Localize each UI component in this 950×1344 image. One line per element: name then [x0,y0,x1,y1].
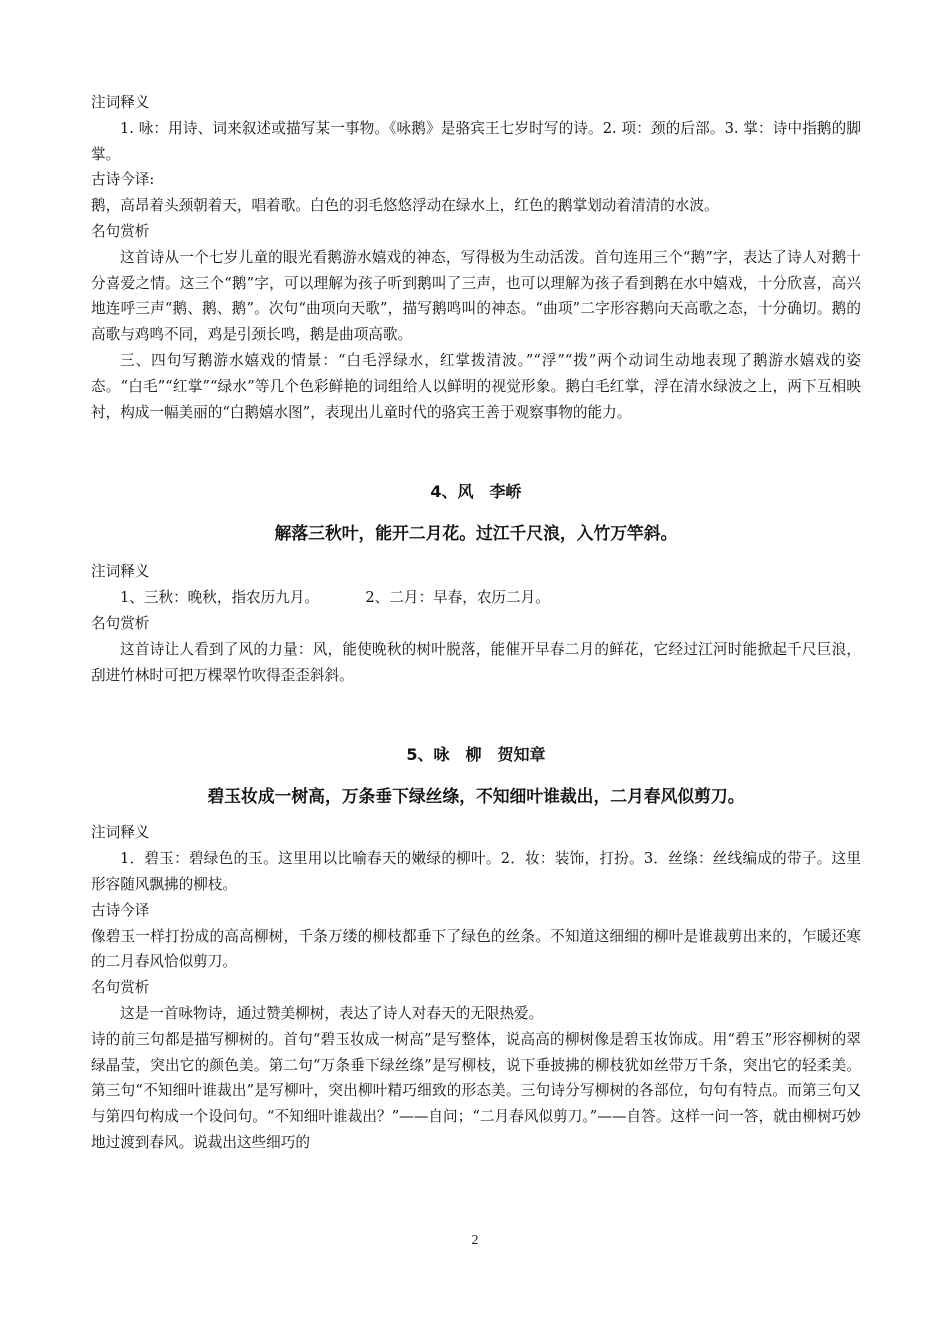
notes-text: 1、三秋：晚秋，指农历九月。 2、二月：早春，农历二月。 [120,589,550,607]
translation-label: 古诗今译 [91,901,150,919]
notes-label: 注词释义 [91,824,150,842]
notes-label: 注词释义 [91,94,150,111]
spacer [91,768,861,782]
spacer [91,547,861,559]
section-heading: 4、风 李峤 [430,482,522,502]
poem-text: 碧玉妆成一树高，万条垂下绿丝绦，不知细叶谁裁出，二月春风似剪刀。 [207,786,745,807]
appreciation-paragraph: 三、四句写鹅游水嬉戏的情景：“白毛浮绿水，红掌拨清波。”“浮”“拨”两个动词生动地表现了鹅游水嬉戏的姿态。“白毛”“红掌”“绿水”等几个色彩鲜艳的词组给人以鲜明的视觉形象。鹅白毛红掌，浮在清水绿波之上，两下互相映衬，构成一幅美丽的“白鹅嬉水图”，表现出儿童时代的骆宾王善于观察事物的能力。 [91,351,861,421]
appreciation-label: 名句赏析 [91,979,150,997]
spacer [91,425,861,479]
notes-text: 1．碧玉：碧绿色的玉。这里用以比喻春天的嫩绿的柳叶。2．妆：装饰，打扮。3．丝绦：丝线编成的带子。这里形容随风飘拂的柳枝。 [91,850,861,893]
translation-text: 像碧玉一样打扮成的高高柳树，千条万缕的柳枝都垂下了绿色的丝条。不知道这细细的柳叶是谁裁剪出来的，乍暖还寒的二月春风恰似剪刀。 [91,927,861,971]
appreciation-paragraph: 这首诗让人看到了风的力量：风，能使晚秋的树叶脱落，能催开早春二月的鲜花，它经过江河时能掀起千尺巨浪， 刮进竹林时可把万棵翠竹吹得歪歪斜斜。 [91,640,861,684]
page-content [91,90,861,1156]
appreciation-paragraph: 诗的前三句都是描写柳树的。首句“碧玉妆成一树高”是写整体，说高高的柳树像是碧玉妆饰成。用“碧玉”形容柳树的翠绿晶莹，突出它的颜色美。第二句“万条垂下绿丝绦”是写柳枝，说下垂披拂的柳枝犹如丝带万千条，突出它的轻柔美。第三句“不知细叶谁裁出”是写柳叶，突出柳叶精巧细致的形态美。三句诗分写柳树的各部位，句句有特点。而第三句又与第四句构成一个设问句。“不知细叶谁裁出？”——自问；“二月春风似剪刀。”——自答。这样一问一答，就由柳树巧妙地过渡到春风。说裁出这些细巧的 [91,1030,861,1151]
spacer [91,505,861,519]
spacer [91,688,861,742]
appreciation-paragraph: 这是一首咏物诗，通过赞美柳树，表达了诗人对春天的无限热爱。 [120,1004,544,1022]
spacer [91,810,861,820]
translation-text: 鹅，高昂着头颈朝着天，唱着歌。白色的羽毛悠悠浮动在绿水上，红色的鹅掌划动着清清的水波。 [91,197,719,215]
appreciation-paragraph: 这首诗从一个七岁儿童的眼光看鹅游水嬉戏的神态，写得极为生动活泼。首句连用三个“鹅”字，表达了诗人对鹅十分喜爱之情。这三个“鹅”字，可以理解为孩子听到鹅叫了三声，也可以理解为孩子看到鹅在水中嬉戏，十分欣喜，高兴地连呼三声“鹅、鹅、鹅”。次句“曲项向天歌”，描写鹅鸣叫的神态。“曲项”二字形容鹅向天高歌之态，十分确切。鹅的高歌与鸡鸣不同，鸡是引颈长鸣，鹅是曲项高歌。 [91,248,861,344]
page-number: 2 [471,1233,479,1248]
poem-text: 解落三秋叶，能开二月花。过江千尺浪，入竹万竿斜。 [274,523,678,544]
notes-text: 1. 咏：用诗、词来叙述或描写某一事物。《咏鹅》是骆宾王七岁时写的诗。2. 项：颈的后部。3. 掌：诗中指鹅的脚掌。 [91,119,861,163]
appreciation-label: 名句赏析 [91,222,150,240]
notes-label: 注词释义 [91,563,150,581]
section-heading: 5、咏 柳 贺知章 [406,745,546,765]
translation-label: 古诗今译: [91,171,155,189]
appreciation-label: 名句赏析 [91,614,150,632]
